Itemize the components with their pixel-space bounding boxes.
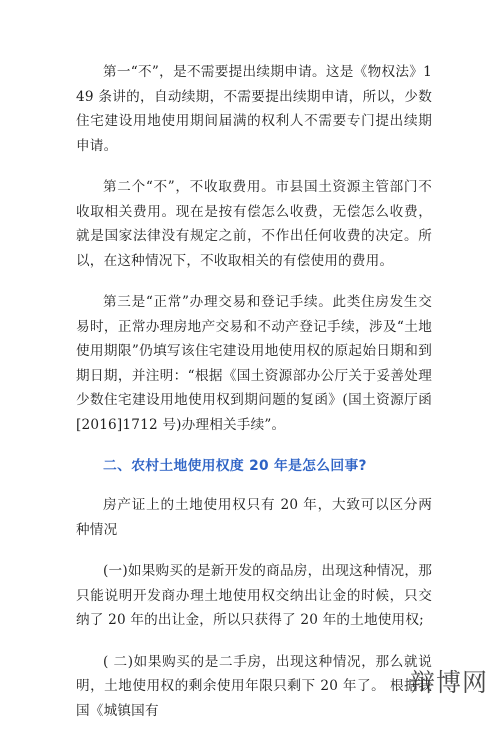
paragraph-intro: 房产证上的土地使用权只有 20 年，大致可以区分两种情况 <box>76 497 432 538</box>
paragraph-second-no: 第二个“不”，不收取费用。市县国土资源主管部门不收取相关费用。现在是按有偿怎么收费，无偿怎么收费，就是国家法律没有规定之前，不作出任何收费的决定。所以，在这种情况下，不收取相关的有偿使用的费用。 <box>76 179 432 269</box>
paragraph-case-one: (一)如果购买的是新开发的商品房，出现这种情况，那只能说明开发商办理土地使用权交纳出让金的时候，只交纳了 20 年的出让金，所以只获得了 20 年的土地使用权; <box>76 563 432 628</box>
section-heading: 二、农村土地使用权度 20 年是怎么回事? <box>103 458 367 474</box>
site-watermark-logo: 辩博网 <box>409 668 488 697</box>
paragraph-third-normal: 第三是“正常”办理交易和登记手续。此类住房发生交易时，正常办理房地产交易和不动产登记手续，涉及“土地使用期限”仍填写该住宅建设用地使用权的原起始日期和到期日期，并注明：“根据《国土资源部办公厅关于妥善处理少数住宅建设用地使用权到期问题的复函》(国土资源厅函[2016]1712 号)办理相关手续”。 <box>76 294 432 433</box>
paragraph-case-two: ( 二)如果购买的是二手房，出现这种情况，那么就说明，土地使用权的剩余使用年限只剩下 20 年了。 根据我国《城镇国有 <box>76 653 432 719</box>
paragraph-first-no: 第一“不”，是不需要提出续期申请。这是《物权法》149 条讲的，自动续期，不需要提出续期申请，所以，少数住宅建设用地使用期间届满的权利人不需要专门提出续期申请。 <box>76 64 432 154</box>
document-body <box>76 60 432 740</box>
